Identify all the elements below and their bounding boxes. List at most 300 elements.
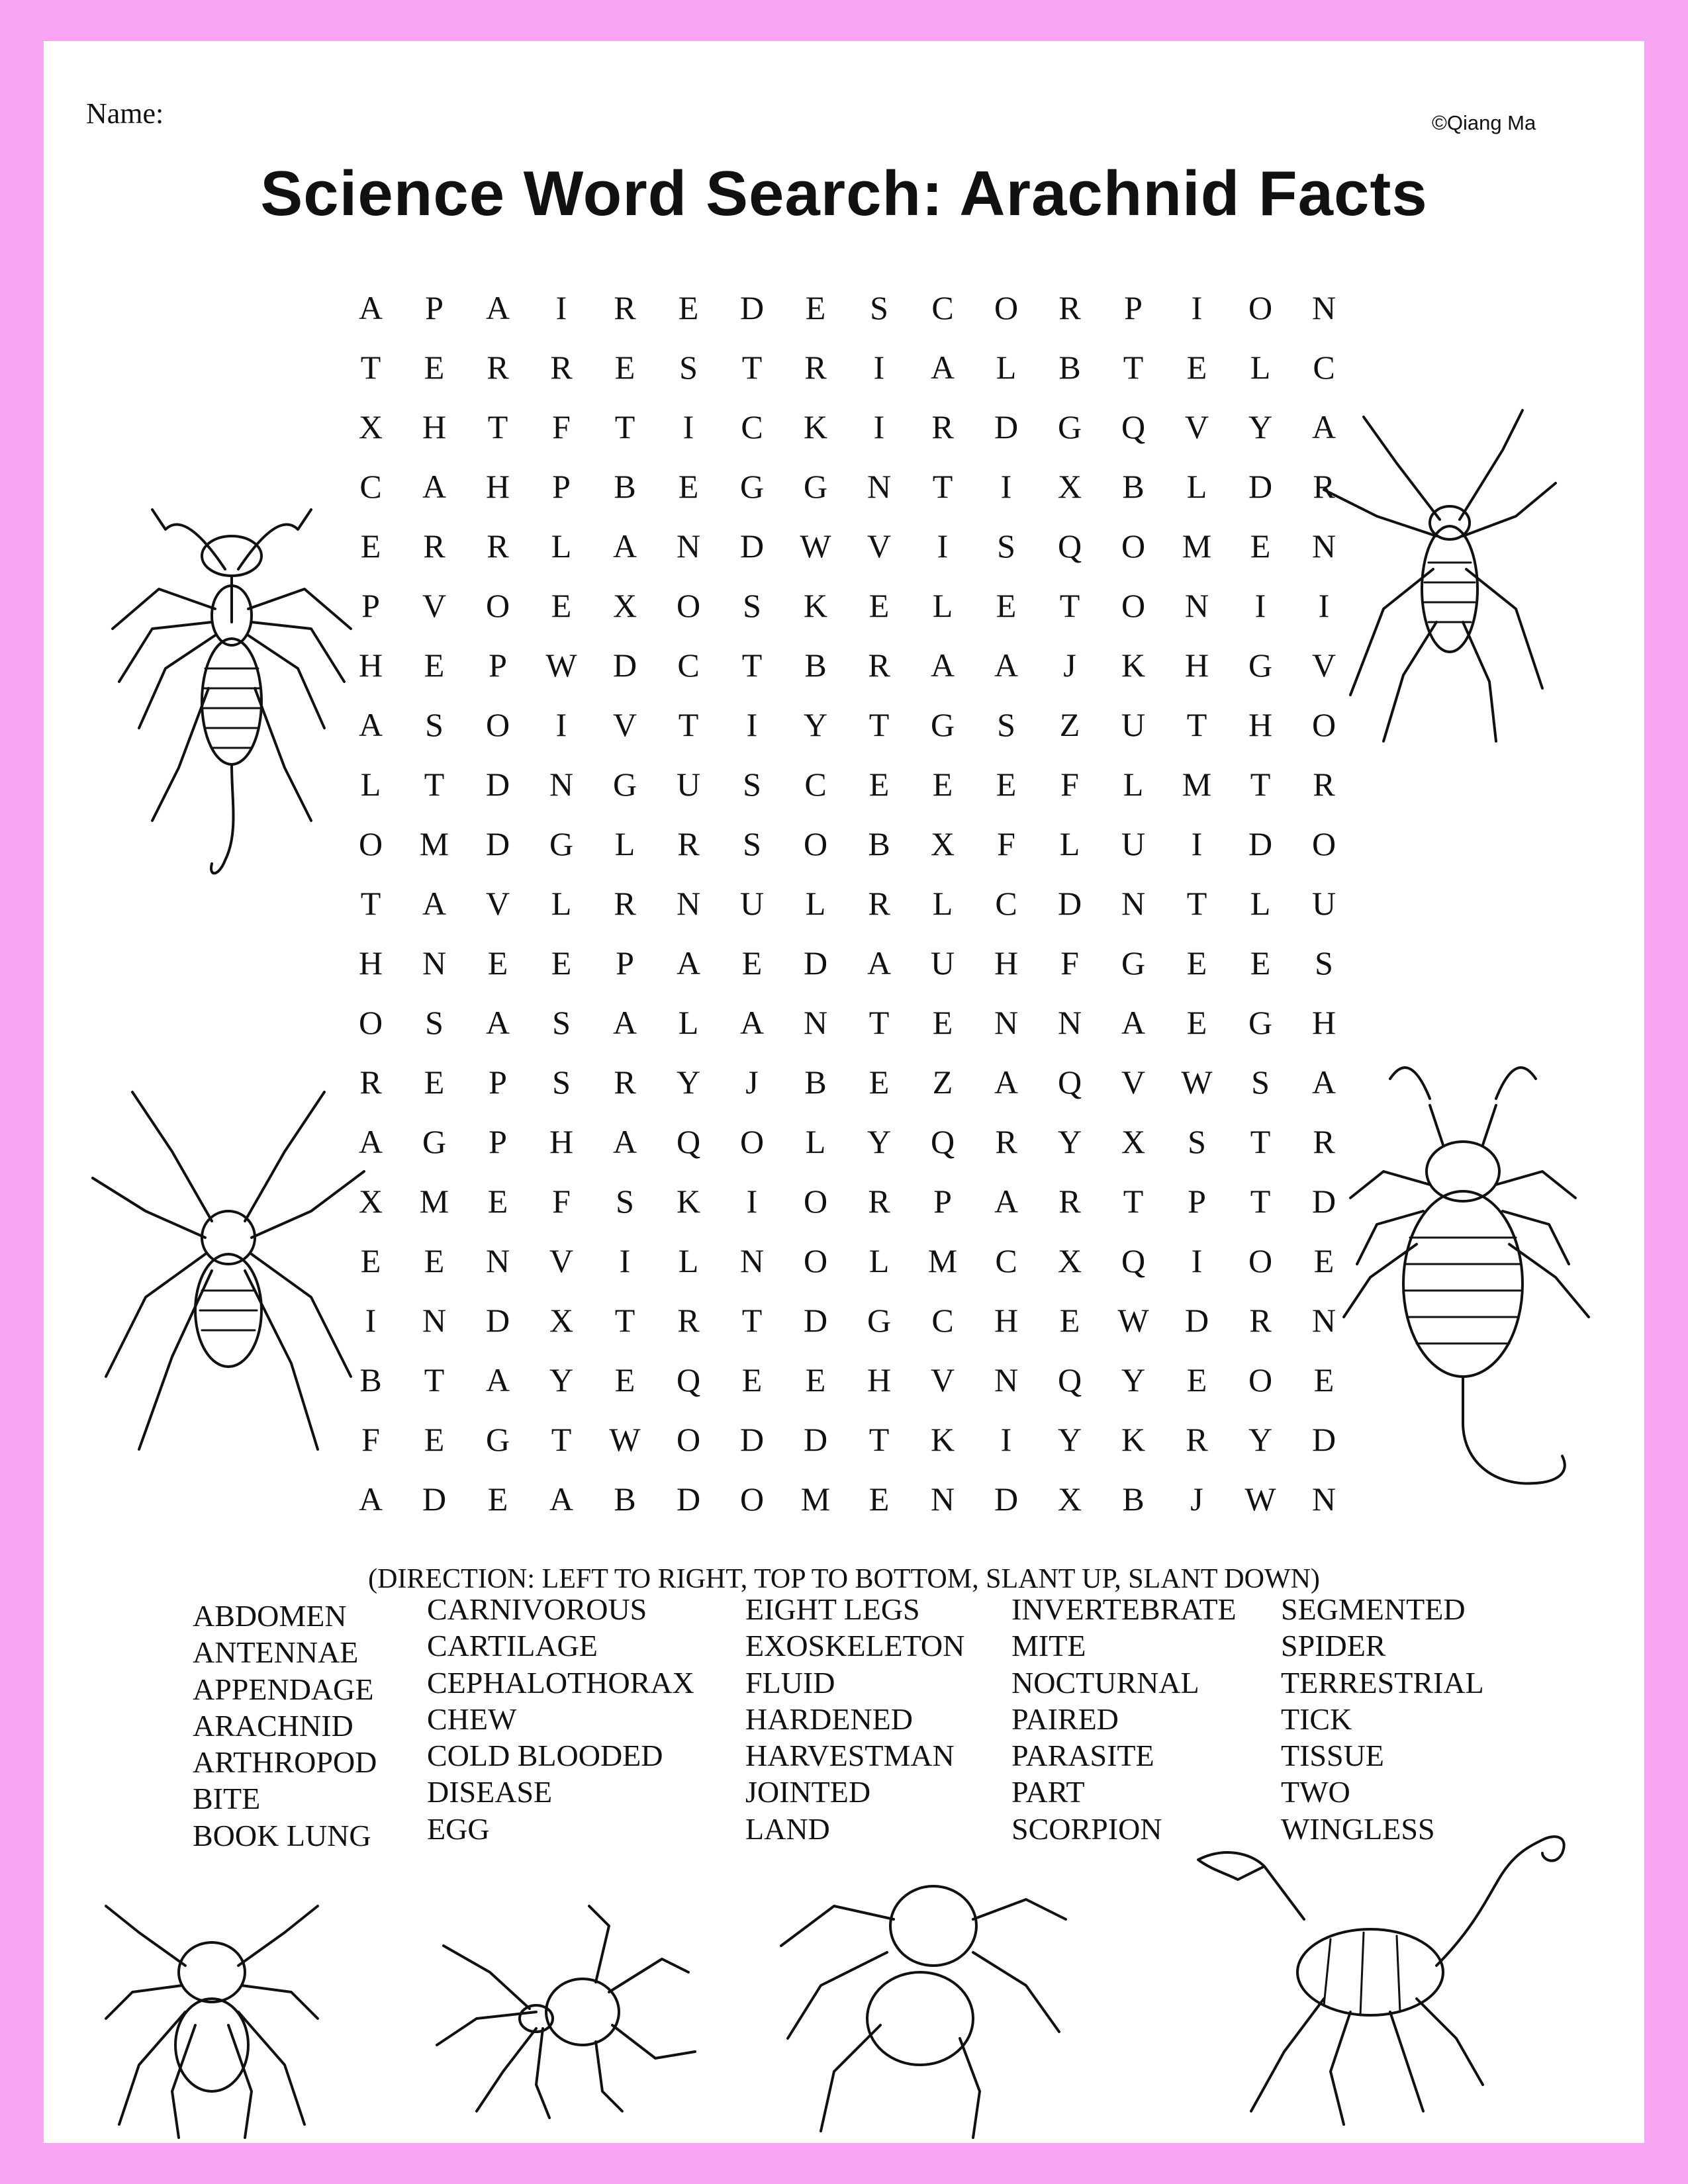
- grid-letter[interactable]: C: [931, 289, 954, 326]
- grid-letter[interactable]: L: [805, 1123, 826, 1160]
- grid-letter[interactable]: R: [1249, 1302, 1272, 1339]
- grid-letter[interactable]: M: [927, 1242, 958, 1279]
- grid-letter[interactable]: K: [930, 1421, 955, 1458]
- grid-letter[interactable]: E: [487, 944, 508, 981]
- grid-letter[interactable]: R: [487, 349, 509, 386]
- grid-letter[interactable]: N: [676, 885, 701, 922]
- grid-letter[interactable]: E: [551, 944, 572, 981]
- grid-letter[interactable]: Q: [1121, 408, 1146, 445]
- grid-letter[interactable]: E: [741, 1361, 763, 1398]
- grid-letter[interactable]: T: [487, 408, 508, 445]
- grid-letter[interactable]: X: [549, 1302, 574, 1339]
- grid-letter[interactable]: L: [932, 885, 953, 922]
- grid-letter[interactable]: G: [549, 825, 574, 862]
- grid-letter[interactable]: A: [612, 527, 637, 565]
- grid-letter[interactable]: I: [1254, 587, 1266, 624]
- grid-letter[interactable]: E: [868, 766, 890, 803]
- grid-letter[interactable]: E: [1313, 1242, 1335, 1279]
- grid-letter[interactable]: U: [739, 885, 765, 922]
- grid-letter[interactable]: I: [1191, 289, 1203, 326]
- grid-letter[interactable]: E: [424, 1064, 445, 1101]
- grid-letter[interactable]: R: [614, 289, 636, 326]
- grid-letter[interactable]: A: [422, 885, 447, 922]
- grid-letter[interactable]: T: [741, 647, 763, 684]
- grid-letter[interactable]: A: [358, 1480, 383, 1518]
- grid-letter[interactable]: P: [489, 647, 507, 684]
- grid-letter[interactable]: E: [678, 468, 699, 505]
- grid-letter[interactable]: P: [425, 289, 444, 326]
- grid-letter[interactable]: K: [803, 587, 828, 624]
- grid-letter[interactable]: R: [868, 885, 890, 922]
- grid-letter[interactable]: L: [1250, 885, 1271, 922]
- grid-letter[interactable]: A: [612, 1004, 637, 1041]
- grid-letter[interactable]: S: [743, 587, 761, 624]
- grid-letter[interactable]: B: [804, 647, 827, 684]
- grid-letter[interactable]: A: [930, 647, 955, 684]
- grid-letter[interactable]: D: [422, 1480, 447, 1518]
- grid-letter[interactable]: T: [932, 468, 953, 505]
- grid-letter[interactable]: W: [609, 1421, 641, 1458]
- grid-letter[interactable]: D: [1311, 1183, 1336, 1220]
- grid-letter[interactable]: F: [1060, 766, 1079, 803]
- grid-letter[interactable]: H: [994, 944, 1019, 981]
- grid-letter[interactable]: Y: [676, 1064, 701, 1101]
- grid-letter[interactable]: E: [996, 766, 1017, 803]
- grid-letter[interactable]: N: [739, 1242, 765, 1279]
- grid-letter[interactable]: D: [994, 408, 1019, 445]
- grid-letter[interactable]: P: [489, 1064, 507, 1101]
- grid-letter[interactable]: X: [930, 825, 955, 862]
- grid-letter[interactable]: A: [1121, 1004, 1146, 1041]
- grid-letter[interactable]: T: [424, 1361, 445, 1398]
- grid-letter[interactable]: T: [551, 1421, 572, 1458]
- grid-letter[interactable]: E: [1186, 944, 1207, 981]
- grid-letter[interactable]: D: [485, 766, 510, 803]
- grid-letter[interactable]: A: [1311, 408, 1336, 445]
- grid-letter[interactable]: B: [1058, 349, 1081, 386]
- grid-letter[interactable]: H: [1248, 706, 1273, 743]
- grid-letter[interactable]: U: [1121, 825, 1146, 862]
- grid-letter[interactable]: D: [1248, 825, 1273, 862]
- grid-letter[interactable]: N: [485, 1242, 510, 1279]
- grid-letter[interactable]: O: [358, 1004, 383, 1041]
- grid-letter[interactable]: D: [739, 527, 765, 565]
- grid-letter[interactable]: G: [930, 706, 955, 743]
- grid-letter[interactable]: I: [555, 706, 567, 743]
- grid-letter[interactable]: D: [1311, 1421, 1336, 1458]
- grid-letter[interactable]: M: [800, 1480, 831, 1518]
- grid-letter[interactable]: Y: [1248, 408, 1273, 445]
- grid-letter[interactable]: B: [804, 1064, 827, 1101]
- grid-letter[interactable]: S: [997, 706, 1015, 743]
- grid-letter[interactable]: S: [1188, 1123, 1206, 1160]
- grid-letter[interactable]: Y: [867, 1123, 892, 1160]
- grid-letter[interactable]: L: [551, 885, 572, 922]
- grid-letter[interactable]: L: [805, 885, 826, 922]
- grid-letter[interactable]: A: [994, 1183, 1019, 1220]
- grid-letter[interactable]: E: [1186, 349, 1207, 386]
- grid-letter[interactable]: E: [551, 587, 572, 624]
- grid-letter[interactable]: B: [614, 1480, 636, 1518]
- grid-letter[interactable]: A: [676, 944, 701, 981]
- grid-letter[interactable]: H: [994, 1302, 1019, 1339]
- grid-letter[interactable]: E: [614, 1361, 635, 1398]
- grid-letter[interactable]: A: [358, 706, 383, 743]
- grid-letter[interactable]: K: [803, 408, 828, 445]
- grid-letter[interactable]: C: [995, 1242, 1017, 1279]
- grid-letter[interactable]: P: [361, 587, 380, 624]
- grid-letter[interactable]: O: [803, 825, 828, 862]
- grid-letter[interactable]: E: [1250, 527, 1271, 565]
- grid-letter[interactable]: I: [746, 706, 758, 743]
- grid-letter[interactable]: C: [995, 885, 1017, 922]
- grid-letter[interactable]: A: [612, 1123, 637, 1160]
- grid-letter[interactable]: R: [677, 825, 700, 862]
- grid-letter[interactable]: X: [1121, 1123, 1146, 1160]
- grid-letter[interactable]: H: [358, 944, 383, 981]
- grid-letter[interactable]: A: [739, 1004, 765, 1041]
- grid-letter[interactable]: N: [422, 1302, 447, 1339]
- grid-letter[interactable]: A: [358, 289, 383, 326]
- grid-letter[interactable]: V: [549, 1242, 574, 1279]
- grid-letter[interactable]: T: [741, 349, 763, 386]
- grid-letter[interactable]: R: [804, 349, 827, 386]
- grid-letter[interactable]: D: [803, 1421, 828, 1458]
- grid-letter[interactable]: T: [1186, 885, 1207, 922]
- grid-letter[interactable]: R: [931, 408, 954, 445]
- grid-letter[interactable]: V: [1184, 408, 1209, 445]
- grid-letter[interactable]: U: [930, 944, 955, 981]
- grid-letter[interactable]: N: [1057, 1004, 1082, 1041]
- grid-letter[interactable]: V: [1121, 1064, 1146, 1101]
- grid-letter[interactable]: D: [1057, 885, 1082, 922]
- grid-letter[interactable]: P: [1124, 289, 1143, 326]
- grid-letter[interactable]: I: [1000, 1421, 1012, 1458]
- grid-letter[interactable]: A: [994, 1064, 1019, 1101]
- grid-letter[interactable]: Q: [1057, 1064, 1082, 1101]
- grid-letter[interactable]: O: [1248, 289, 1273, 326]
- grid-letter[interactable]: I: [682, 408, 694, 445]
- grid-letter[interactable]: F: [552, 1183, 571, 1220]
- grid-letter[interactable]: X: [1057, 468, 1082, 505]
- grid-letter[interactable]: A: [994, 647, 1019, 684]
- grid-letter[interactable]: O: [803, 1242, 828, 1279]
- grid-letter[interactable]: N: [994, 1361, 1019, 1398]
- grid-letter[interactable]: X: [612, 587, 637, 624]
- grid-letter[interactable]: E: [424, 1242, 445, 1279]
- grid-letter[interactable]: I: [619, 1242, 631, 1279]
- grid-letter[interactable]: N: [1311, 527, 1336, 565]
- grid-letter[interactable]: U: [1311, 885, 1336, 922]
- grid-letter[interactable]: D: [1184, 1302, 1209, 1339]
- grid-letter[interactable]: C: [1313, 349, 1335, 386]
- grid-letter[interactable]: N: [867, 468, 892, 505]
- grid-letter[interactable]: L: [1123, 766, 1144, 803]
- grid-letter[interactable]: S: [1315, 944, 1333, 981]
- grid-letter[interactable]: L: [360, 766, 381, 803]
- grid-letter[interactable]: D: [676, 1480, 701, 1518]
- grid-letter[interactable]: Y: [549, 1361, 574, 1398]
- grid-letter[interactable]: G: [485, 1421, 510, 1458]
- grid-letter[interactable]: G: [1121, 944, 1146, 981]
- grid-letter[interactable]: U: [676, 766, 701, 803]
- grid-letter[interactable]: S: [425, 706, 444, 743]
- grid-letter[interactable]: K: [1121, 1421, 1146, 1458]
- grid-letter[interactable]: Y: [1248, 1421, 1273, 1458]
- grid-letter[interactable]: P: [1188, 1183, 1206, 1220]
- grid-letter[interactable]: T: [614, 1302, 635, 1339]
- grid-letter[interactable]: J: [1190, 1480, 1203, 1518]
- grid-letter[interactable]: H: [1311, 1004, 1336, 1041]
- grid-letter[interactable]: N: [422, 944, 447, 981]
- grid-letter[interactable]: S: [425, 1004, 444, 1041]
- grid-letter[interactable]: O: [485, 706, 510, 743]
- grid-letter[interactable]: O: [485, 587, 510, 624]
- grid-letter[interactable]: P: [489, 1123, 507, 1160]
- grid-letter[interactable]: X: [1057, 1242, 1082, 1279]
- grid-letter[interactable]: X: [358, 1183, 383, 1220]
- grid-letter[interactable]: D: [803, 1302, 828, 1339]
- grid-letter[interactable]: L: [678, 1004, 699, 1041]
- grid-letter[interactable]: I: [746, 1183, 758, 1220]
- grid-letter[interactable]: G: [1248, 647, 1273, 684]
- grid-letter[interactable]: G: [1057, 408, 1082, 445]
- grid-letter[interactable]: E: [868, 587, 890, 624]
- grid-letter[interactable]: R: [550, 349, 573, 386]
- grid-letter[interactable]: I: [555, 289, 567, 326]
- grid-letter[interactable]: E: [487, 1480, 508, 1518]
- grid-letter[interactable]: S: [679, 349, 698, 386]
- grid-letter[interactable]: T: [1250, 1183, 1271, 1220]
- grid-letter[interactable]: W: [545, 647, 577, 684]
- grid-letter[interactable]: R: [1313, 766, 1335, 803]
- grid-letter[interactable]: E: [424, 647, 445, 684]
- grid-letter[interactable]: E: [805, 289, 826, 326]
- grid-letter[interactable]: S: [552, 1064, 571, 1101]
- grid-letter[interactable]: U: [1121, 706, 1146, 743]
- grid-letter[interactable]: I: [365, 1302, 377, 1339]
- grid-letter[interactable]: I: [873, 349, 885, 386]
- grid-letter[interactable]: E: [805, 1361, 826, 1398]
- grid-letter[interactable]: R: [614, 1064, 636, 1101]
- grid-letter[interactable]: R: [1313, 468, 1335, 505]
- grid-letter[interactable]: T: [1250, 1123, 1271, 1160]
- grid-letter[interactable]: R: [1058, 1183, 1081, 1220]
- grid-letter[interactable]: E: [1186, 1004, 1207, 1041]
- grid-letter[interactable]: O: [676, 1421, 701, 1458]
- grid-letter[interactable]: A: [358, 1123, 383, 1160]
- grid-letter[interactable]: R: [423, 527, 445, 565]
- grid-letter[interactable]: N: [994, 1004, 1019, 1041]
- grid-letter[interactable]: Z: [1059, 706, 1080, 743]
- grid-letter[interactable]: E: [614, 349, 635, 386]
- grid-letter[interactable]: D: [994, 1480, 1019, 1518]
- grid-letter[interactable]: A: [867, 944, 892, 981]
- grid-letter[interactable]: I: [1000, 468, 1012, 505]
- grid-letter[interactable]: C: [359, 468, 382, 505]
- grid-letter[interactable]: L: [1186, 468, 1207, 505]
- grid-letter[interactable]: M: [419, 1183, 449, 1220]
- grid-letter[interactable]: N: [930, 1480, 955, 1518]
- grid-letter[interactable]: S: [997, 527, 1015, 565]
- grid-letter[interactable]: C: [741, 408, 763, 445]
- grid-letter[interactable]: N: [1311, 289, 1336, 326]
- grid-letter[interactable]: F: [997, 825, 1015, 862]
- grid-letter[interactable]: D: [1248, 468, 1273, 505]
- grid-letter[interactable]: L: [996, 349, 1017, 386]
- grid-letter[interactable]: D: [739, 289, 765, 326]
- grid-letter[interactable]: Y: [803, 706, 828, 743]
- grid-letter[interactable]: V: [612, 706, 637, 743]
- grid-letter[interactable]: O: [1248, 1361, 1273, 1398]
- grid-letter[interactable]: Y: [1057, 1421, 1082, 1458]
- grid-letter[interactable]: J: [745, 1064, 759, 1101]
- grid-letter[interactable]: K: [1121, 647, 1146, 684]
- grid-letter[interactable]: T: [360, 349, 381, 386]
- grid-letter[interactable]: R: [1186, 1421, 1208, 1458]
- grid-letter[interactable]: T: [741, 1302, 763, 1339]
- grid-letter[interactable]: R: [487, 527, 509, 565]
- grid-letter[interactable]: P: [552, 468, 571, 505]
- grid-letter[interactable]: N: [803, 1004, 828, 1041]
- grid-letter[interactable]: M: [419, 825, 449, 862]
- grid-letter[interactable]: B: [1122, 1480, 1145, 1518]
- grid-letter[interactable]: E: [1250, 944, 1271, 981]
- grid-letter[interactable]: D: [485, 1302, 510, 1339]
- grid-letter[interactable]: I: [1191, 825, 1203, 862]
- grid-letter[interactable]: Q: [930, 1123, 955, 1160]
- grid-letter[interactable]: N: [549, 766, 574, 803]
- grid-letter[interactable]: T: [1059, 587, 1080, 624]
- grid-letter[interactable]: D: [739, 1421, 765, 1458]
- grid-letter[interactable]: O: [1248, 1242, 1273, 1279]
- grid-letter[interactable]: T: [614, 408, 635, 445]
- grid-letter[interactable]: L: [868, 1242, 890, 1279]
- grid-letter[interactable]: K: [676, 1183, 701, 1220]
- grid-letter[interactable]: I: [873, 408, 885, 445]
- grid-letter[interactable]: B: [614, 468, 636, 505]
- grid-letter[interactable]: V: [867, 527, 892, 565]
- grid-letter[interactable]: W: [800, 527, 831, 565]
- grid-letter[interactable]: V: [422, 587, 447, 624]
- grid-letter[interactable]: T: [1186, 706, 1207, 743]
- grid-letter[interactable]: W: [1181, 1064, 1213, 1101]
- grid-letter[interactable]: R: [359, 1064, 382, 1101]
- grid-letter[interactable]: E: [1186, 1361, 1207, 1398]
- grid-letter[interactable]: Q: [1057, 527, 1082, 565]
- grid-letter[interactable]: R: [868, 1183, 890, 1220]
- grid-letter[interactable]: E: [1313, 1361, 1335, 1398]
- grid-letter[interactable]: R: [1058, 289, 1081, 326]
- grid-letter[interactable]: H: [358, 647, 383, 684]
- grid-letter[interactable]: O: [1311, 706, 1336, 743]
- grid-letter[interactable]: I: [1191, 1242, 1203, 1279]
- grid-letter[interactable]: C: [677, 647, 700, 684]
- grid-letter[interactable]: A: [422, 468, 447, 505]
- grid-letter[interactable]: W: [1117, 1302, 1149, 1339]
- grid-letter[interactable]: S: [870, 289, 888, 326]
- grid-letter[interactable]: F: [361, 1421, 380, 1458]
- grid-letter[interactable]: E: [487, 1183, 508, 1220]
- grid-letter[interactable]: V: [930, 1361, 955, 1398]
- grid-letter[interactable]: E: [424, 349, 445, 386]
- grid-letter[interactable]: S: [616, 1183, 634, 1220]
- grid-letter[interactable]: Q: [676, 1123, 701, 1160]
- grid-letter[interactable]: E: [868, 1480, 890, 1518]
- grid-letter[interactable]: L: [678, 1242, 699, 1279]
- grid-letter[interactable]: N: [1311, 1480, 1336, 1518]
- grid-letter[interactable]: R: [868, 647, 890, 684]
- grid-letter[interactable]: B: [359, 1361, 382, 1398]
- grid-letter[interactable]: I: [1318, 587, 1330, 624]
- grid-letter[interactable]: O: [1121, 527, 1146, 565]
- grid-letter[interactable]: D: [485, 825, 510, 862]
- grid-letter[interactable]: Y: [1057, 1123, 1082, 1160]
- grid-letter[interactable]: V: [485, 885, 510, 922]
- grid-letter[interactable]: L: [1059, 825, 1080, 862]
- grid-letter[interactable]: T: [868, 1004, 890, 1041]
- grid-letter[interactable]: Q: [1057, 1361, 1082, 1398]
- grid-letter[interactable]: T: [868, 706, 890, 743]
- grid-letter[interactable]: E: [678, 289, 699, 326]
- grid-letter[interactable]: C: [931, 1302, 954, 1339]
- grid-letter[interactable]: E: [424, 1421, 445, 1458]
- grid-letter[interactable]: O: [739, 1480, 765, 1518]
- grid-letter[interactable]: R: [995, 1123, 1017, 1160]
- grid-letter[interactable]: T: [1123, 349, 1144, 386]
- grid-letter[interactable]: G: [739, 468, 765, 505]
- grid-letter[interactable]: H: [867, 1361, 892, 1398]
- grid-letter[interactable]: L: [551, 527, 572, 565]
- grid-letter[interactable]: B: [1122, 468, 1145, 505]
- grid-letter[interactable]: O: [1121, 587, 1146, 624]
- grid-letter[interactable]: D: [803, 944, 828, 981]
- grid-letter[interactable]: S: [552, 1004, 571, 1041]
- grid-letter[interactable]: X: [358, 408, 383, 445]
- grid-letter[interactable]: N: [1311, 1302, 1336, 1339]
- grid-letter[interactable]: H: [549, 1123, 574, 1160]
- grid-letter[interactable]: E: [360, 527, 381, 565]
- grid-letter[interactable]: S: [1251, 1064, 1270, 1101]
- grid-letter[interactable]: E: [868, 1064, 890, 1101]
- grid-letter[interactable]: O: [1311, 825, 1336, 862]
- grid-letter[interactable]: P: [933, 1183, 952, 1220]
- grid-letter[interactable]: P: [616, 944, 634, 981]
- grid-letter[interactable]: E: [741, 944, 763, 981]
- grid-letter[interactable]: N: [676, 527, 701, 565]
- grid-letter[interactable]: D: [612, 647, 637, 684]
- grid-letter[interactable]: B: [868, 825, 890, 862]
- grid-letter[interactable]: E: [1059, 1302, 1080, 1339]
- grid-letter[interactable]: A: [485, 289, 510, 326]
- grid-letter[interactable]: N: [1184, 587, 1209, 624]
- grid-letter[interactable]: W: [1244, 1480, 1276, 1518]
- grid-letter[interactable]: G: [612, 766, 637, 803]
- grid-letter[interactable]: E: [996, 587, 1017, 624]
- grid-letter[interactable]: T: [868, 1421, 890, 1458]
- grid-letter[interactable]: R: [614, 885, 636, 922]
- grid-letter[interactable]: L: [1250, 349, 1271, 386]
- grid-letter[interactable]: G: [803, 468, 828, 505]
- grid-letter[interactable]: Y: [1121, 1361, 1146, 1398]
- grid-letter[interactable]: R: [677, 1302, 700, 1339]
- grid-letter[interactable]: A: [930, 349, 955, 386]
- grid-letter[interactable]: Q: [676, 1361, 701, 1398]
- grid-letter[interactable]: T: [424, 766, 445, 803]
- grid-letter[interactable]: A: [1311, 1064, 1336, 1101]
- grid-letter[interactable]: S: [743, 766, 761, 803]
- grid-letter[interactable]: H: [422, 408, 447, 445]
